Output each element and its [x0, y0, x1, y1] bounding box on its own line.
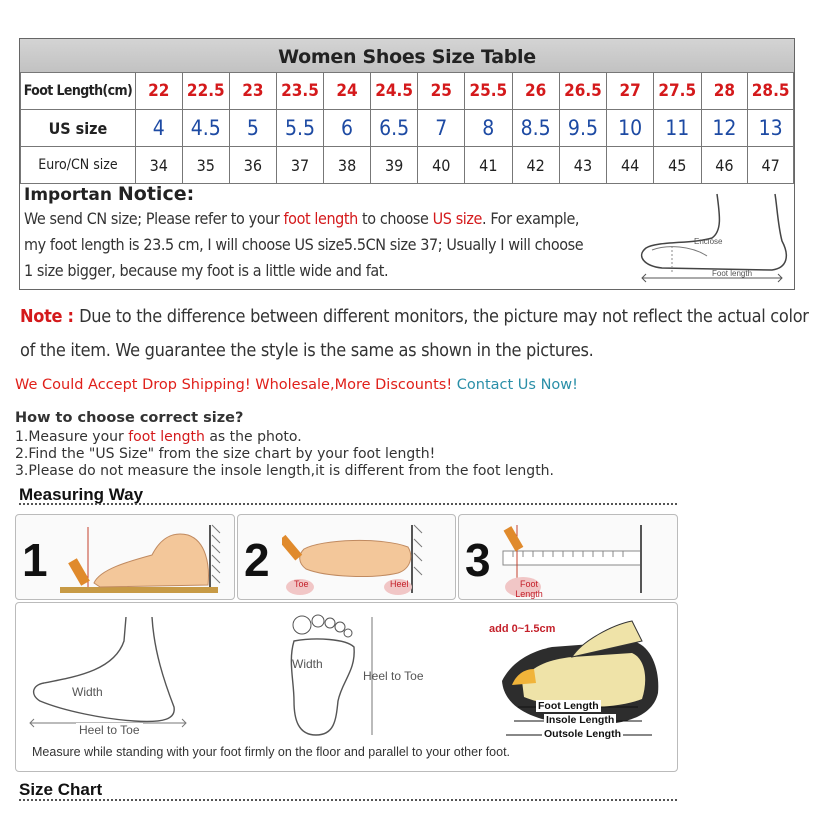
step-number: 1: [22, 534, 48, 586]
size-cell: 23: [230, 73, 277, 110]
heel-label: Heel: [390, 579, 409, 589]
size-cell: 45: [654, 147, 702, 184]
size-cell: 42: [512, 147, 559, 184]
foot-length-diagram: [632, 186, 792, 286]
size-cell: 6.5: [370, 110, 418, 147]
notice-highlight: US size: [432, 209, 483, 228]
step-3-panel: [458, 514, 678, 600]
notice-box: [20, 182, 794, 289]
size-cell: 13: [748, 110, 794, 147]
size-cell: 38: [324, 147, 371, 184]
size-chart-title: Size Chart: [19, 780, 103, 799]
how-to-step-3: 3.Please do not measure the insole length,it is different from the foot length.: [15, 463, 555, 479]
euro-cn-size-row: [21, 147, 794, 184]
notice-text: to choose: [357, 209, 433, 228]
size-cell: 40: [418, 147, 465, 184]
measuring-detail-panel: [15, 602, 678, 772]
size-cell: 39: [370, 147, 418, 184]
step-text: 1.Measure your: [15, 429, 129, 445]
size-cell: 28.5: [748, 73, 794, 110]
size-cell: 8.5: [512, 110, 559, 147]
notice-title: [24, 183, 194, 205]
divider: [19, 799, 677, 801]
measure-caption: Measure while standing with your foot firmly on the floor and parallel to your other foot.: [32, 745, 511, 759]
note-paragraph: [20, 300, 810, 368]
notice-text: . For example,: [482, 209, 580, 228]
notice-line-3: 1 size bigger, because my foot is a little wide and fat.: [24, 261, 389, 280]
toe-label: Toe: [294, 579, 309, 589]
size-cell: 4.5: [182, 110, 230, 147]
note-text: Due to the difference between different monitors, the picture may not reflect the actual color of the item. We guarantee the style is the same as shown in the pictures.: [20, 306, 809, 361]
step-number: 2: [244, 534, 270, 586]
enclose-label: Enclose: [694, 237, 723, 246]
size-cell: 5: [230, 110, 277, 147]
size-cell: 36: [230, 147, 277, 184]
step-number: 3: [465, 534, 491, 586]
size-cell: 27.5: [654, 73, 702, 110]
note-label: Note :: [20, 306, 80, 327]
table-title: Women Shoes Size Table: [20, 39, 794, 73]
step-1-panel: [15, 514, 235, 600]
foot-length-row: [21, 73, 794, 110]
contact-us-link[interactable]: Contact Us Now!: [456, 377, 578, 393]
heel-to-toe-label: Heel to Toe: [76, 723, 143, 737]
notice-title-main: Notice:: [117, 183, 195, 205]
notice-line-1: [24, 209, 579, 228]
width-label: Width: [72, 685, 103, 699]
step-highlight: foot length: [128, 429, 205, 445]
notice-text: We send CN size; Please refer to your: [24, 209, 284, 228]
how-to-section: [15, 410, 554, 480]
size-cell: 5.5: [276, 110, 324, 147]
row-label: Euro/CN size: [21, 147, 136, 184]
size-cell: 26: [512, 73, 559, 110]
foot-length-caption: Foot Length: [538, 700, 599, 712]
size-cell: 44: [607, 147, 654, 184]
size-cell: 10: [607, 110, 654, 147]
size-cell: 25: [418, 73, 465, 110]
add-tolerance-label: add 0~1.5cm: [489, 623, 556, 635]
step-2-panel: [237, 514, 456, 600]
outsole-length-caption: Outsole Length: [544, 728, 621, 740]
size-table: [19, 38, 795, 290]
promo-line: [15, 377, 578, 393]
measuring-way-title: Measuring Way: [19, 485, 144, 504]
row-label: US size: [21, 110, 136, 147]
size-grid: [20, 72, 794, 184]
size-cell: 37: [276, 147, 324, 184]
size-cell: 27: [607, 73, 654, 110]
notice-line-2: my foot length is 23.5 cm, I will choose US size5.5CN size 37; Usually I will choose: [24, 235, 584, 254]
heel-to-toe-label: Heel to Toe: [363, 669, 424, 683]
size-cell: 28: [701, 73, 748, 110]
size-cell: 26.5: [559, 73, 607, 110]
size-cell: 12: [701, 110, 748, 147]
foot-length-label: Foot length: [712, 269, 753, 278]
notice-highlight: foot length: [283, 209, 358, 228]
row-label: Foot Length(cm): [21, 73, 136, 110]
size-cell: 24.5: [370, 73, 418, 110]
notice-title-prefix: Importan: [24, 185, 118, 205]
foot-length-tag: Foot Length: [515, 579, 543, 599]
how-to-title: How to choose correct size?: [15, 410, 244, 426]
size-cell: 41: [465, 147, 513, 184]
size-cell: 43: [559, 147, 607, 184]
size-cell: 22: [135, 73, 182, 110]
size-cell: 25.5: [465, 73, 513, 110]
how-to-step-1: [15, 429, 554, 446]
divider: [19, 503, 677, 505]
how-to-step-2: 2.Find the "US Size" from the size chart by your foot length!: [15, 446, 436, 462]
step-text: as the photo.: [204, 429, 302, 445]
size-cell: 23.5: [276, 73, 324, 110]
size-cell: 11: [654, 110, 702, 147]
size-cell: 24: [324, 73, 371, 110]
promo-text: We Could Accept Drop Shipping! Wholesale,More Discounts!: [15, 377, 457, 393]
width-label: Width: [292, 657, 323, 671]
size-cell: 35: [182, 147, 230, 184]
size-cell: 22.5: [182, 73, 230, 110]
insole-length-caption: Insole Length: [546, 714, 615, 726]
size-cell: 9.5: [559, 110, 607, 147]
size-cell: 47: [748, 147, 794, 184]
size-cell: 6: [324, 110, 371, 147]
size-cell: 34: [135, 147, 182, 184]
foot-outline-illustration: [24, 611, 204, 731]
size-cell: 4: [135, 110, 182, 147]
foot-side-illustration: [60, 521, 232, 597]
us-size-row: [21, 110, 794, 147]
size-cell: 8: [465, 110, 513, 147]
size-cell: 46: [701, 147, 748, 184]
size-cell: 7: [418, 110, 465, 147]
